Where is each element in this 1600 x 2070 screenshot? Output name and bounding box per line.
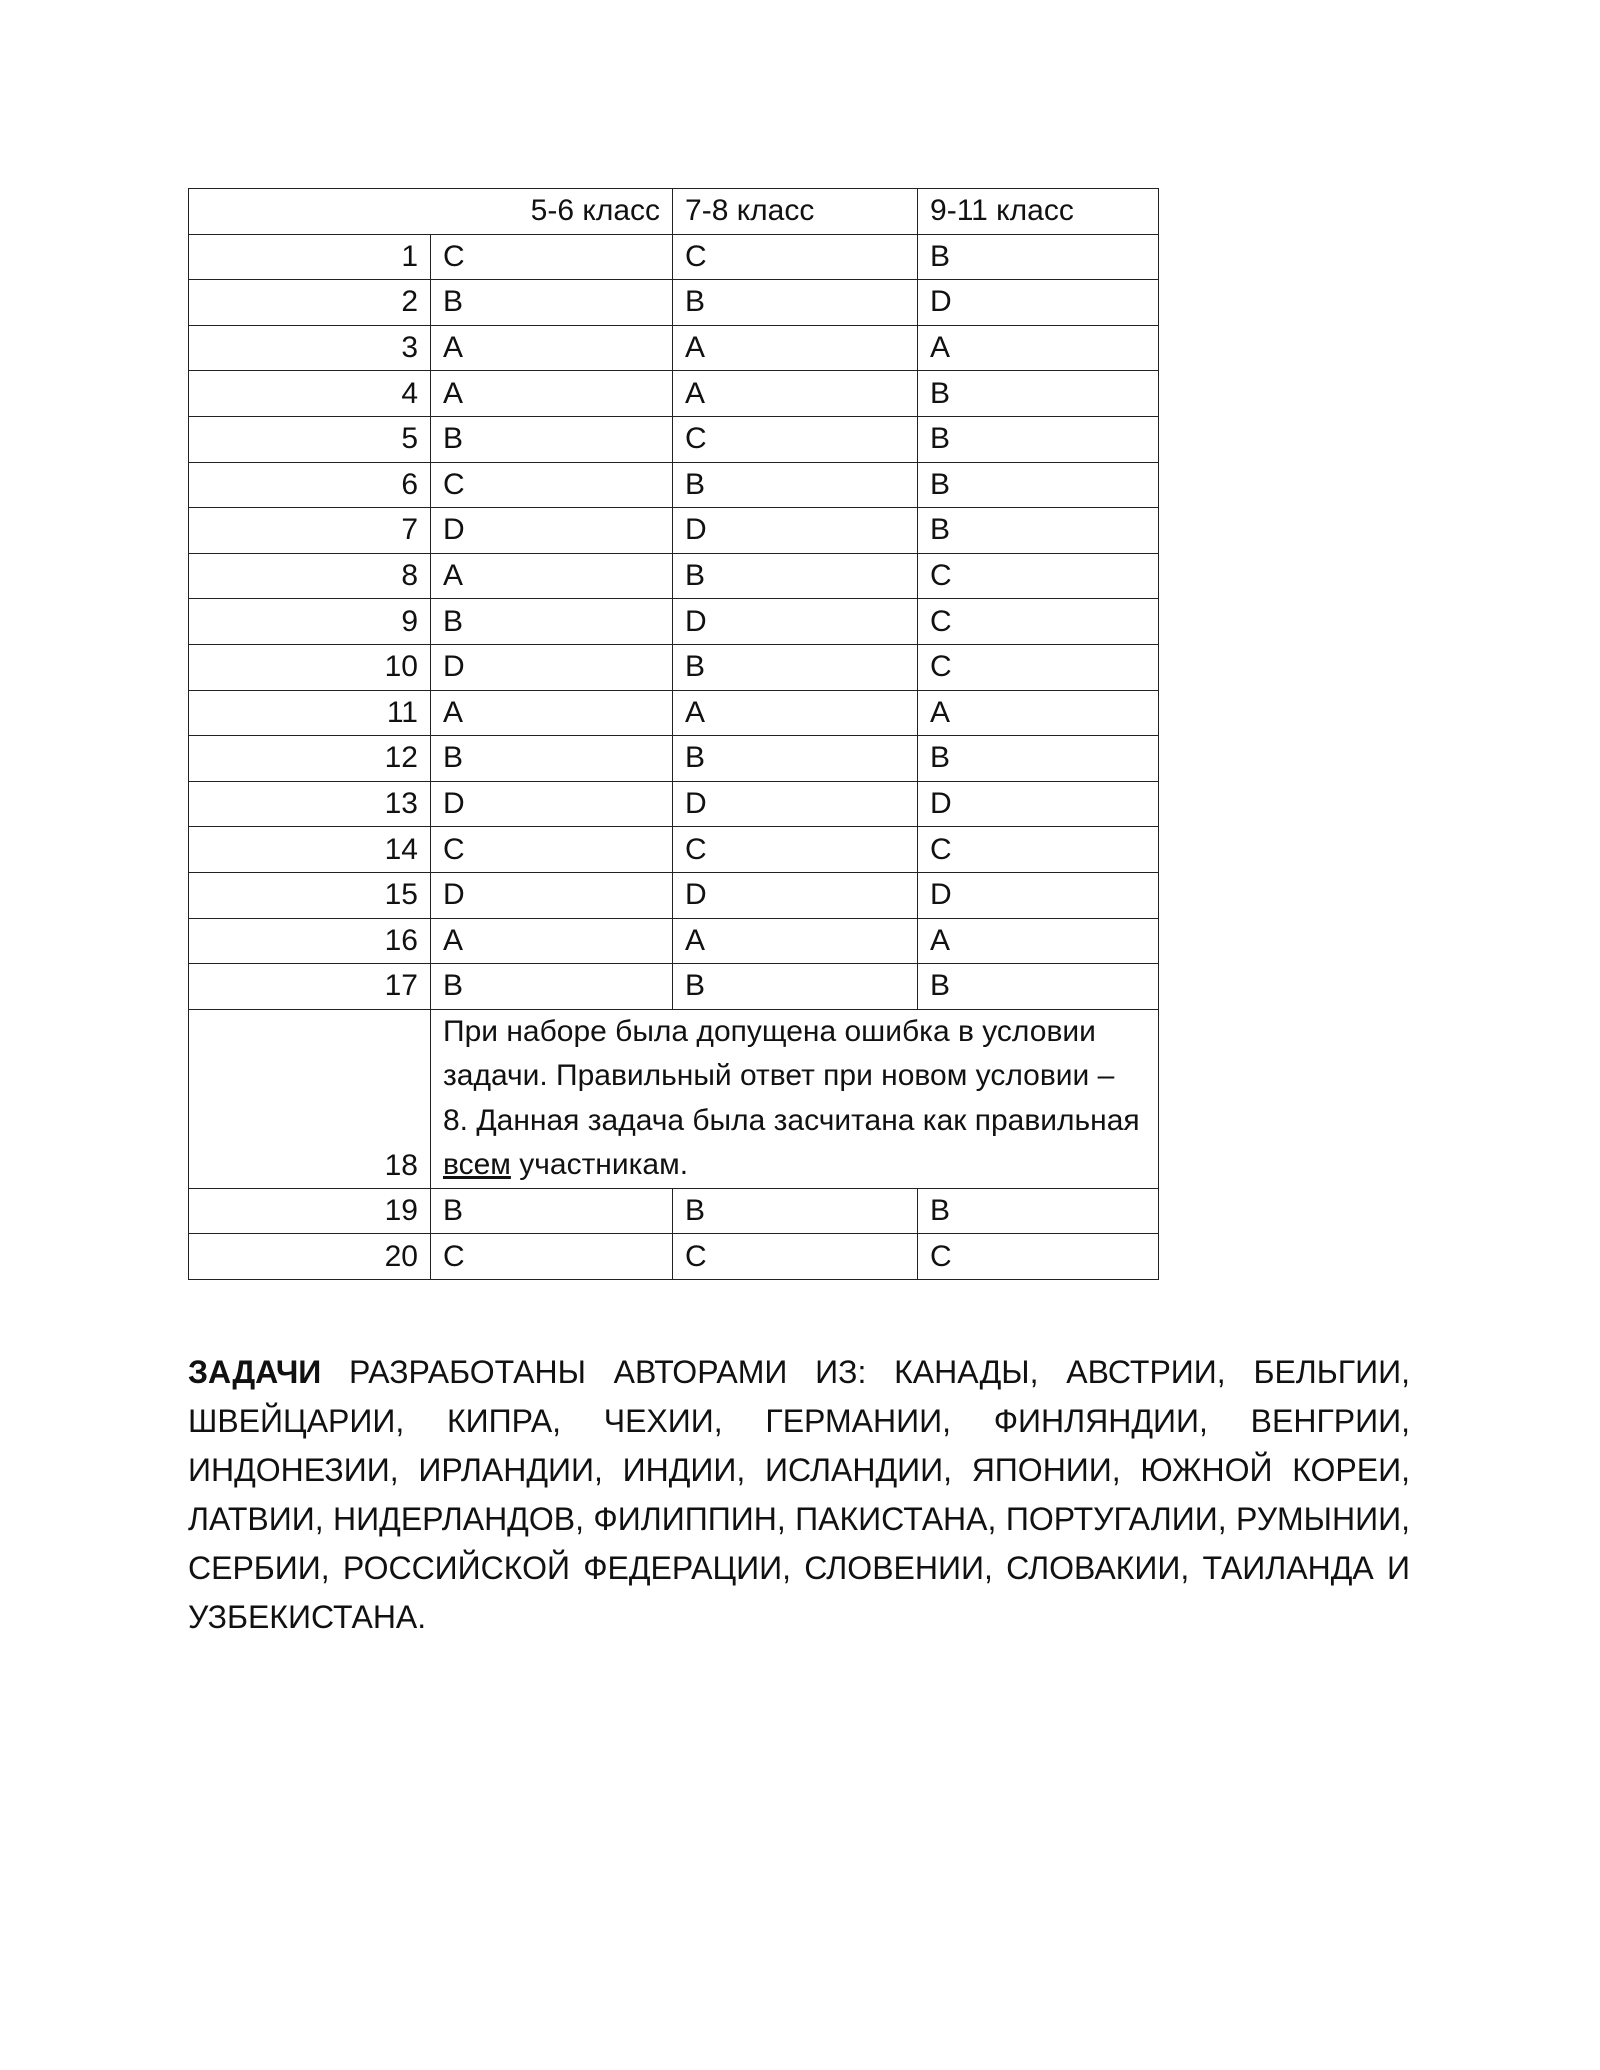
table-row bbox=[189, 462, 1159, 508]
answer-grade-5-6: A bbox=[431, 371, 673, 417]
authors-paragraph bbox=[188, 1348, 1410, 1642]
answer-grade-9-11: B bbox=[918, 462, 1159, 508]
question-number: 12 bbox=[189, 736, 431, 782]
table-row bbox=[189, 371, 1159, 417]
answer-grade-7-8: D bbox=[673, 508, 918, 554]
note-text-after: участникам. bbox=[510, 1148, 689, 1182]
table-row bbox=[189, 325, 1159, 371]
answer-grade-7-8: D bbox=[673, 781, 918, 827]
answer-grade-7-8: B bbox=[673, 644, 918, 690]
answer-grade-5-6: D bbox=[431, 781, 673, 827]
answer-grade-5-6: B bbox=[431, 964, 673, 1010]
answer-grade-7-8: B bbox=[673, 553, 918, 599]
answer-grade-9-11: B bbox=[918, 234, 1159, 280]
answer-key-body bbox=[189, 189, 1159, 1280]
question-number: 1 bbox=[189, 234, 431, 280]
answer-grade-9-11: C bbox=[918, 644, 1159, 690]
answer-grade-9-11: B bbox=[918, 508, 1159, 554]
authors-text: РАЗРАБОТАНЫ АВТОРАМИ ИЗ: КАНАДЫ, АВСТРИИ, БЕЛЬГИИ, ШВЕЙЦАРИИ, КИПРА, ЧЕХИИ, ГЕРМАНИИ, ФИНЛЯНДИИ, ВЕНГРИИ, ИНДОНЕЗИИ, ИРЛАНДИИ, ИНДИИ, ИСЛАНДИИ, ЯПОНИИ, ЮЖНОЙ КОРЕИ, ЛАТВИИ, НИДЕРЛАНДОВ, ФИЛИППИН, ПАКИСТАНА, ПОРТУГАЛИИ, РУМЫНИИ, СЕРБИИ, РОССИЙСКОЙ ФЕДЕРАЦИИ, СЛОВЕНИИ, СЛОВАКИИ, ТАИЛАНДА И УЗБЕКИСТАНА. bbox=[188, 1354, 1410, 1635]
question-number: 17 bbox=[189, 964, 431, 1010]
question-number: 9 bbox=[189, 599, 431, 645]
answer-grade-9-11: C bbox=[918, 553, 1159, 599]
answer-grade-9-11: B bbox=[918, 416, 1159, 462]
answer-grade-9-11: C bbox=[918, 1234, 1159, 1280]
table-row bbox=[189, 1234, 1159, 1280]
note-text-before: При наборе была допущена ошибка в условии задачи. Правильный ответ при новом условии – 8. Данная задача была засчитана как правильная bbox=[443, 1014, 1140, 1137]
answer-grade-9-11: A bbox=[918, 690, 1159, 736]
question-number: 5 bbox=[189, 416, 431, 462]
answer-grade-9-11: D bbox=[918, 872, 1159, 918]
answer-grade-7-8: C bbox=[673, 827, 918, 873]
answer-grade-7-8: B bbox=[673, 964, 918, 1010]
answer-grade-5-6: C bbox=[431, 462, 673, 508]
answer-grade-5-6: B bbox=[431, 416, 673, 462]
question-number: 11 bbox=[189, 690, 431, 736]
question-number: 20 bbox=[189, 1234, 431, 1280]
answer-grade-5-6: A bbox=[431, 690, 673, 736]
table-row bbox=[189, 280, 1159, 326]
table-row bbox=[189, 599, 1159, 645]
answer-grade-7-8: A bbox=[673, 918, 918, 964]
answer-grade-9-11: C bbox=[918, 827, 1159, 873]
answer-grade-7-8: B bbox=[673, 736, 918, 782]
answer-grade-9-11: A bbox=[918, 325, 1159, 371]
question-number: 15 bbox=[189, 872, 431, 918]
question-number: 3 bbox=[189, 325, 431, 371]
answer-grade-9-11: B bbox=[918, 371, 1159, 417]
answer-grade-9-11: B bbox=[918, 964, 1159, 1010]
question-number: 4 bbox=[189, 371, 431, 417]
note-text-underlined: всем bbox=[443, 1148, 511, 1182]
table-row bbox=[189, 827, 1159, 873]
table-row bbox=[189, 781, 1159, 827]
answer-grade-7-8: A bbox=[673, 690, 918, 736]
question-number: 8 bbox=[189, 553, 431, 599]
answer-grade-7-8: B bbox=[673, 1188, 918, 1234]
answer-grade-5-6: D bbox=[431, 644, 673, 690]
answer-grade-7-8: B bbox=[673, 280, 918, 326]
answer-grade-9-11: B bbox=[918, 1188, 1159, 1234]
question-number: 10 bbox=[189, 644, 431, 690]
header-grade-9-11: 9-11 класс bbox=[918, 189, 1159, 235]
question-number: 18 bbox=[189, 1009, 431, 1188]
table-row bbox=[189, 234, 1159, 280]
table-row bbox=[189, 644, 1159, 690]
answer-key-table bbox=[188, 188, 1159, 1280]
answer-grade-7-8: C bbox=[673, 1234, 918, 1280]
answer-grade-7-8: C bbox=[673, 416, 918, 462]
question-number: 16 bbox=[189, 918, 431, 964]
answer-grade-9-11: D bbox=[918, 781, 1159, 827]
authors-lead: ЗАДАЧИ bbox=[188, 1354, 322, 1390]
answer-grade-7-8: D bbox=[673, 599, 918, 645]
answer-grade-5-6: A bbox=[431, 553, 673, 599]
question-number: 13 bbox=[189, 781, 431, 827]
table-row-note bbox=[189, 1009, 1159, 1188]
answer-grade-7-8: A bbox=[673, 371, 918, 417]
answer-grade-7-8: D bbox=[673, 872, 918, 918]
answer-grade-5-6: B bbox=[431, 599, 673, 645]
answer-grade-9-11: C bbox=[918, 599, 1159, 645]
question-number: 14 bbox=[189, 827, 431, 873]
answer-grade-5-6: C bbox=[431, 1234, 673, 1280]
table-row bbox=[189, 690, 1159, 736]
note-text bbox=[431, 1009, 1159, 1188]
table-row bbox=[189, 416, 1159, 462]
table-row bbox=[189, 508, 1159, 554]
table-row bbox=[189, 736, 1159, 782]
answer-grade-7-8: A bbox=[673, 325, 918, 371]
answer-grade-5-6: C bbox=[431, 827, 673, 873]
answer-grade-5-6: D bbox=[431, 508, 673, 554]
answer-grade-9-11: A bbox=[918, 918, 1159, 964]
answer-grade-5-6: B bbox=[431, 736, 673, 782]
answer-grade-5-6: B bbox=[431, 1188, 673, 1234]
question-number: 2 bbox=[189, 280, 431, 326]
question-number: 6 bbox=[189, 462, 431, 508]
table-row bbox=[189, 918, 1159, 964]
answer-grade-9-11: B bbox=[918, 736, 1159, 782]
answer-grade-5-6: A bbox=[431, 325, 673, 371]
table-row bbox=[189, 964, 1159, 1010]
answer-grade-5-6: B bbox=[431, 280, 673, 326]
answer-grade-5-6: A bbox=[431, 918, 673, 964]
answer-grade-5-6: C bbox=[431, 234, 673, 280]
answer-grade-5-6: D bbox=[431, 872, 673, 918]
table-row bbox=[189, 872, 1159, 918]
table-row bbox=[189, 553, 1159, 599]
header-grade-7-8: 7-8 класс bbox=[673, 189, 918, 235]
header-grade-5-6: 5-6 класс bbox=[189, 189, 673, 235]
question-number: 19 bbox=[189, 1188, 431, 1234]
question-number: 7 bbox=[189, 508, 431, 554]
answer-grade-7-8: C bbox=[673, 234, 918, 280]
table-row bbox=[189, 1188, 1159, 1234]
answer-grade-7-8: B bbox=[673, 462, 918, 508]
table-header-row bbox=[189, 189, 1159, 235]
answer-grade-9-11: D bbox=[918, 280, 1159, 326]
